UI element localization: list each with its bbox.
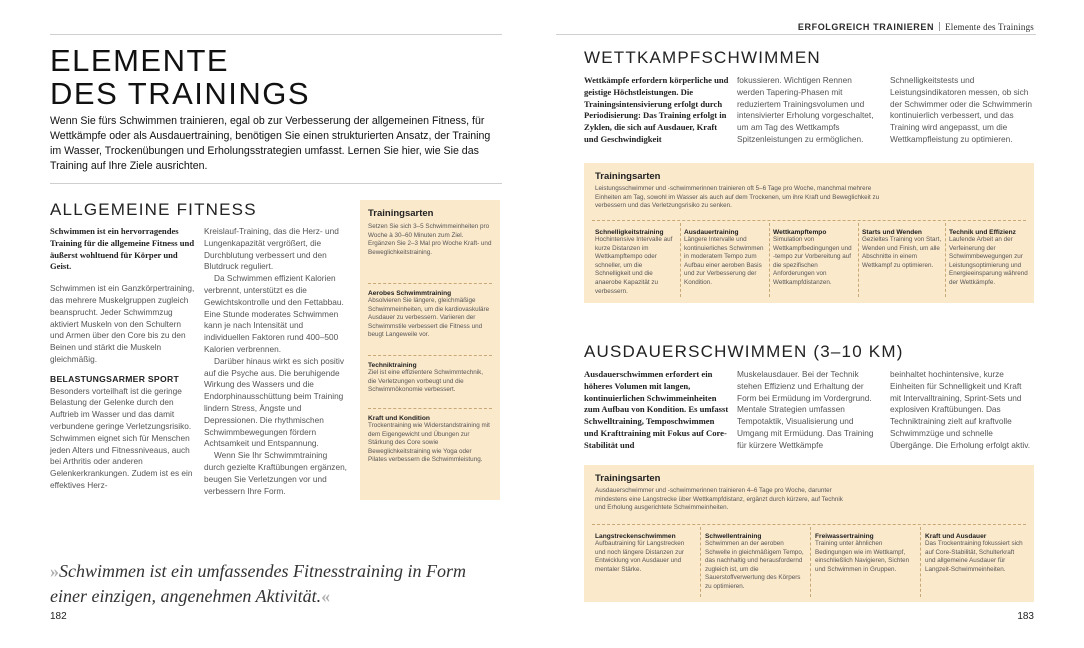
page-title-line1: ELEMENTE: [50, 43, 230, 78]
wettkampf-box-separator: [858, 223, 859, 297]
ausdauer-box-item-title: Freiwassertraining: [815, 533, 874, 540]
pull-quote-text: Schwimmen ist ein umfassendes Fitnesstraining in Form einer einzigen, angenehmen Aktivität.: [50, 561, 466, 606]
ausdauer-paragraph: beinhaltet hochintensive, kurze Einheiten für Schnelligkeit und Kraft mit Intervalltraining, Sprint-Sets und explosiven Kraftübungen. Das Techniktraining zielt auf kraftvolle Schwimmzüge und schnelle Übergänge. Die Erholung erfolgt aktiv.: [890, 369, 1031, 450]
ausdauer-box-item: [815, 533, 915, 574]
wettkampf-box-item: [684, 229, 766, 288]
wettkampf-box-separator: [680, 223, 681, 297]
fitness-box-intro: Setzen Sie sich 3–5 Schwimmeinheiten pro Woche à 30–60 Minuten zum Ziel. Ergänzen Sie 2–3 Mal pro Woche Kraft- und Beweglichkeitstraining.: [368, 223, 492, 256]
ausdauer-paragraph: Muskelausdauer. Bei der Technik stehen Effizienz und Erhaltung der Form bei Ermüdung im Vordergrund. Mentale Strategien umfassen Tempotaktik, Visualisierung und Umgang mit Ermüdung. Das Training für kürzere Wettkämpfe: [737, 369, 874, 450]
wettkampf-box-item-title: Schnelligkeitstraining: [595, 229, 664, 236]
running-head: [798, 22, 1034, 32]
wettkampf-column-2: [737, 75, 881, 146]
ausdauer-box-item-text: Das Trockentraining fokussiert sich auf Core-Stabilität, Schulterkraft und allgemeine Ausdauer für Langzeit-Schwimmeinheiten.: [925, 540, 1023, 573]
divider-top-left: [50, 34, 502, 35]
wettkampf-box-item-text: Laufende Arbeit an der Verfeinerung der Schwimmbewegungen zur Leistungsoptimierung und Energieeinsparung während der Wettkämpfe.: [949, 236, 1028, 286]
fitness-paragraph: Besonders vorteilhaft ist die geringe Belastung der Gelenke durch den Auftrieb im Wasser und das damit verbundene geringe Verletzungsrisiko. Schwimmen eignet sich für Menschen jeden Alters und Fitnessniveaus, auch bei Arthritis oder anderen Gelenkerkrankungen. Zudem ist es ein effektives Herz-: [50, 385, 193, 490]
wettkampf-box-item: [862, 229, 942, 270]
divider-top-right: [556, 34, 1036, 35]
fitness-box-item: [368, 362, 492, 395]
wettkampf-training-box: [584, 163, 1034, 303]
ausdauer-box-title: Trainingsarten: [595, 473, 661, 484]
fitness-column-1: [50, 226, 196, 492]
ausdauer-training-box: [584, 465, 1034, 602]
ausdauer-box-intro: Ausdauerschwimmer und -schwimmerinnen trainieren 4–6 Tage pro Woche, darunter mindestens eine Langstrecke über Wettkampfdistanz, ergänzt durch kürzere, auf Technik und Erholung ausgerichtete Schwimmeinheiten.: [595, 487, 843, 512]
fitness-paragraph: Wenn Sie Ihr Schwimmtraining durch gezielte Kraftübungen ergänzen, beugen Sie Verletzungen vor und verbessern Ihre Form.: [204, 450, 347, 496]
fitness-box-item-title: Techniktraining: [368, 362, 417, 369]
wettkampf-box-item-title: Wettkampftempo: [773, 229, 827, 236]
ausdauer-box-separator: [700, 527, 701, 597]
fitness-paragraph: Da Schwimmen effizient Kalorien verbrennt, unterstützt es die Gewichtskontrolle und den Fettabbau. Eine Stunde moderates Schwimmen kann je nach Intensität und individuellen Faktoren rund 400–500 Kalorien verbrennen.: [204, 273, 344, 354]
fitness-box-divider: [368, 283, 492, 284]
wettkampf-paragraph: fokussieren. Wichtigen Rennen werden Tapering-Phasen mit reduziertem Trainingsvolumen und intensivierter Erholung vorgeschaltet, um am Tag des Wettkampfs Spitzenleistungen zu ermöglichen.: [737, 75, 874, 144]
fitness-box-item: [368, 415, 492, 465]
fitness-subheading: BELASTUNGSARMER SPORT: [50, 373, 180, 384]
ausdauer-box-item: [595, 533, 695, 574]
ausdauer-box-separator: [810, 527, 811, 597]
ausdauer-column-3: [890, 369, 1034, 452]
wettkampf-box-item-title: Ausdauertraining: [684, 229, 739, 236]
wettkampf-box-item: [949, 229, 1029, 288]
ausdauer-column-2: [737, 369, 881, 452]
wettkampf-lead: Wettkämpfe erfordern körperliche und geistige Höchstleistungen. Die Trainingsintensivierung erfolgt durch Periodisierung: Das Training erfolgt in Zyklen, die sich auf Ausdauer, Kraft und Geschwindigkeit: [584, 75, 729, 144]
wettkampf-box-item: [595, 229, 677, 296]
running-head-section: ERFOLGREICH TRAINIEREN: [797, 22, 935, 32]
wettkampf-box-item-text: Hochintensive Intervalle auf kurze Distanzen im Wettkampftempo oder schneller, um die Schnelligkeit und die anaerobe Kapazität zu verbessern.: [595, 236, 673, 295]
fitness-box-item-text: Absolvieren Sie längere, gleichmäßige Schwimmeinheiten, um die kardiovaskuläre Ausdauer zu verbessern. Variieren der Schwimmstile verbessert die Fitness und beugt Langeweile vor.: [368, 297, 490, 339]
fitness-box-divider: [368, 355, 492, 356]
ausdauer-column-1: [584, 369, 730, 452]
wettkampf-box-item-text: Längere Intervalle und kontinuierliches Schwimmen in moderatem Tempo zum Aufbau einer aeroben Basis und zur Verbesserung der Kondition.: [684, 236, 764, 286]
fitness-box-item-text: Trockentraining wie Widerstandstraining mit dem Eigengewicht und Übungen zur Stärkung des Core sowie Beweglichkeitstraining wie Yoga oder Pilates verbessern die Schwimmleistung.: [368, 422, 490, 464]
wettkampf-box-divider: [592, 220, 1026, 221]
ausdauer-box-item-title: Kraft und Ausdauer: [925, 533, 987, 540]
fitness-box-divider: [368, 408, 492, 409]
fitness-lead: Schwimmen ist ein hervorragendes Training für die allgemeine Fitness und äußerst wohltuend für Körper und Geist.: [50, 226, 195, 272]
ausdauer-box-item-text: Schwimmen an der aeroben Schwelle in gleichmäßigem Tempo, das nachhaltig und herausfordernd zugleich ist, um die Sauerstoffverwertung des Körpers zu optimieren.: [705, 540, 804, 590]
quote-open-mark-icon: »: [50, 561, 59, 581]
wettkampf-box-title: Trainingsarten: [595, 171, 661, 182]
ausdauer-box-item-title: Schwellentraining: [705, 533, 762, 540]
fitness-box-item: [368, 290, 492, 340]
ausdauer-box-item: [705, 533, 805, 592]
quote-close-mark-icon: «: [321, 586, 331, 606]
pull-quote: [50, 559, 490, 609]
fitness-box-title: Trainingsarten: [368, 208, 434, 219]
ausdauer-box-divider: [592, 524, 1026, 525]
page-title: [50, 44, 310, 110]
wettkampf-paragraph: Schnelligkeitstests und Leistungsindikatoren messen, ob sich der Schwimmer oder die Schwimmerin kontinuierlich verbessert, und das Training wird angepasst, um die Wettkampfleistung zu optimieren.: [890, 75, 1033, 144]
fitness-heading: ALLGEMEINE FITNESS: [50, 200, 257, 219]
wettkampf-box-item-title: Technik und Effizienz: [949, 229, 1016, 236]
fitness-training-box: [360, 200, 500, 500]
wettkampf-column-1: [584, 75, 730, 146]
fitness-paragraph: Schwimmen ist ein Ganzkörpertraining, das mehrere Muskelgruppen zugleich beansprucht. Jeder Schwimmzug aktiviert Muskeln von den Schultern und Armen über den Core bis zu den Beinen und stärkt die Muskeln gleichmäßig.: [50, 283, 195, 364]
wettkampf-box-item-title: Starts und Wenden: [862, 229, 922, 236]
ausdauer-box-item-text: Aufbautraining für Langstrecken und noch längere Distanzen zur Entwicklung von Ausdauer und mentaler Stärke.: [595, 540, 685, 573]
fitness-paragraph: Kreislauf-Training, das die Herz- und Lungenkapazität vergrößert, die Durchblutung verbessert und den Blutdruck reguliert.: [204, 226, 339, 272]
ausdauer-box-separator: [920, 527, 921, 597]
intro-text: Wenn Sie fürs Schwimmen trainieren, egal ob zur Verbesserung der allgemeinen Fitness, für Wettkämpfe oder als Ausdauertraining, benötigen Sie einen strukturierten Ansatz, der Training im Wasser, Trockenübungen und Erholungsstrategien umfasst. Lernen Sie hier, wie Sie das Training auf Ihre Ziele ausrichten.: [50, 115, 491, 172]
fitness-box-item-title: Aerobes Schwimmtraining: [368, 290, 452, 297]
ausdauer-box-item-title: Langstreckenschwimmen: [595, 533, 676, 540]
wettkampf-box-item: [773, 229, 855, 288]
ausdauer-lead: Ausdauerschwimmen erfordert ein höheres Volumen mit langen, kontinuierlichen Schwimmeinheiten zum Aufbau von Kondition. Es umfasst Schwelltraining, Temposchwimmen und Krafttraining mit Fokus auf Core-Stabilität und: [584, 369, 729, 450]
divider-mid-left: [50, 183, 502, 184]
wettkampf-column-3: [890, 75, 1034, 146]
page-title-line2: DES TRAININGS: [50, 76, 311, 111]
ausdauer-box-item-text: Training unter ähnlichen Bedingungen wie im Wettkampf, einschließlich Navigieren, Sichten und Schwimmen in Gruppen.: [815, 540, 910, 573]
wettkampf-heading: WETTKAMPFSCHWIMMEN: [584, 48, 821, 67]
fitness-paragraph: Darüber hinaus wirkt es sich positiv auf die Psyche aus. Die beruhigende Wirkung des Wassers und die Endorphinausschüttung beim Training lindern Stress, Ängste und Depressionen. Die rhythmischen Schwimmbewegungen fördern Achtsamkeit und Entspannung.: [204, 355, 345, 449]
page-number-right: 183: [1017, 611, 1034, 622]
wettkampf-box-separator: [945, 223, 946, 297]
ausdauer-heading: AUSDAUERSCHWIMMEN (3–10 KM): [584, 342, 904, 361]
running-head-chapter: Elemente des Trainings: [945, 22, 1034, 32]
page-number-left: 182: [50, 611, 67, 622]
wettkampf-box-item-text: Simulation von Wettkampfbedingungen und -tempo zur Vorbereitung auf die spezifischen Anforderungen von Wettkampfdistanzen.: [773, 236, 852, 286]
fitness-box-item-text: Ziel ist eine effizientere Schwimmtechnik, die Verletzungen vorbeugt und die Schwimmökonomie verbessert.: [368, 369, 484, 394]
wettkampf-box-intro: Leistungsschwimmer und -schwimmerinnen trainieren oft 5–6 Tage pro Woche, manchmal mehrere Einheiten am Tag, sowohl im Wasser als auch auf dem Trockenen, um ihre Kraft und Beweglichkeit zu verbessern und das Verletzungsrisiko zu senken.: [595, 185, 880, 210]
fitness-column-2: [204, 226, 348, 497]
ausdauer-box-item: [925, 533, 1025, 574]
fitness-box-item-title: Kraft und Kondition: [368, 415, 430, 422]
wettkampf-box-separator: [769, 223, 770, 297]
wettkampf-box-item-text: Gezieltes Training von Start, Wenden und Finish, um alle Abschnitte in einem Wettkampf zu optimieren.: [862, 236, 942, 269]
